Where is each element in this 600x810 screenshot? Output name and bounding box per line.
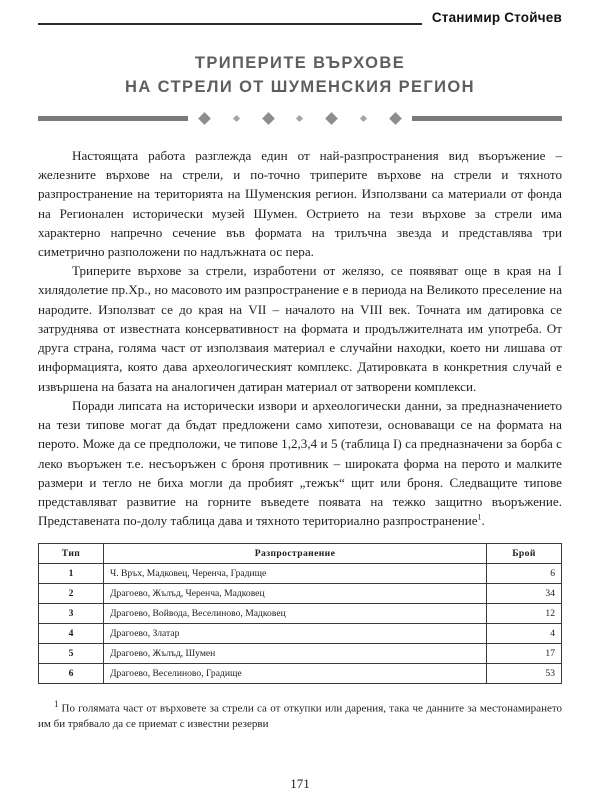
cell-count: 17 bbox=[487, 643, 562, 663]
cell-type: 1 bbox=[39, 563, 104, 583]
page-number: 171 bbox=[290, 776, 310, 791]
ornament-bar-right bbox=[412, 116, 562, 121]
cell-type: 3 bbox=[39, 603, 104, 623]
table-row bbox=[39, 603, 562, 623]
diamond-icon bbox=[325, 112, 338, 125]
table-row bbox=[39, 563, 562, 583]
footnote-block bbox=[38, 698, 562, 733]
cell-area: Драгоево, Жълъд, Шумен bbox=[104, 643, 487, 663]
cell-count: 53 bbox=[487, 663, 562, 683]
diamond-icon bbox=[296, 115, 303, 122]
page-title bbox=[38, 52, 562, 100]
cell-area: Драгоево, Жълъд, Черенча, Мадковец bbox=[104, 583, 487, 603]
ornament-divider bbox=[38, 110, 562, 128]
cell-type: 6 bbox=[39, 663, 104, 683]
table-row bbox=[39, 583, 562, 603]
table-row bbox=[39, 623, 562, 643]
header-author: Станимир Стойчев bbox=[422, 10, 562, 25]
table-header-type: Тип bbox=[39, 543, 104, 563]
diamond-icon bbox=[262, 112, 275, 125]
paragraph-3-end: . bbox=[481, 513, 485, 529]
ornament-middle bbox=[188, 110, 412, 128]
table-header-count: Брой bbox=[487, 543, 562, 563]
body-text bbox=[38, 146, 562, 531]
cell-count: 12 bbox=[487, 603, 562, 623]
footnote-paragraph bbox=[38, 698, 562, 733]
paragraph-2: Триперите върхове за стрели, изработени от желязо, се появяват още в края на I хилядолетие пр.Хр., но масовото им разпространение е в периода на Великото преселение на народите. Използват се до края на VII – началото на VIII век. Точната им датировка се затруднява от известната консервативност на формата и продължителната им употреба. От друга страна, голяма част от използваия материал е случайни находки, което ни лишава от информацията, която дава археологическият комплекс. Датировката в конкретния случай е извършена на базата на аналогичен датиран материал от затворени комплекси. bbox=[38, 263, 562, 394]
paragraph-3-text: Поради липсата на исторически извори и археологически данни, за предназначението на тези типове могат да бъдат предложени само хипотези, основаващи се на формата на перото. Може да се предположи, че типове 1,2,3,4 и 5 (таблица I) са предназначени за борба с леко въоръжен т.е. несъоръжен с броня противник – широката форма на перото и малките размери и тегло не биха могли да пробият „тежък“ щит или броня. Следващите типове представляват развитие на горните въведете появата на тежко защитно въоръжение. Представената по-долу таблица дава и тяхното териториално разпространение bbox=[38, 397, 562, 529]
distribution-table bbox=[38, 543, 562, 684]
title-line-2: НА СТРЕЛИ ОТ ШУМЕНСКИЯ РЕГИОН bbox=[125, 77, 475, 96]
distribution-table-wrapper bbox=[38, 543, 562, 684]
ornament-bar-left bbox=[38, 116, 188, 121]
footnote-mark: 1 bbox=[54, 698, 59, 709]
table-row bbox=[39, 643, 562, 663]
table-row bbox=[39, 663, 562, 683]
cell-count: 34 bbox=[487, 583, 562, 603]
cell-type: 5 bbox=[39, 643, 104, 663]
paragraph-3 bbox=[38, 396, 562, 531]
table-header-row bbox=[39, 543, 562, 563]
footnote-reference: 1 bbox=[477, 512, 482, 522]
diamond-icon bbox=[198, 112, 211, 125]
diamond-icon bbox=[233, 115, 240, 122]
cell-type: 4 bbox=[39, 623, 104, 643]
cell-area: Драгоево, Златар bbox=[104, 623, 487, 643]
diamond-icon bbox=[389, 112, 402, 125]
cell-area: Драгоево, Веселиново, Градище bbox=[104, 663, 487, 683]
document-page bbox=[0, 10, 600, 810]
cell-type: 2 bbox=[39, 583, 104, 603]
diamond-icon bbox=[360, 115, 367, 122]
cell-area: Драгоево, Войвода, Веселиново, Мадковец bbox=[104, 603, 487, 623]
table-header-area: Разпространение bbox=[104, 543, 487, 563]
cell-count: 4 bbox=[487, 623, 562, 643]
footnote-text: По голямата част от върховете за стрели са от откупки или дарения, така че данните за местонамирането им би трябвало да се приемат с известни резерви bbox=[38, 702, 562, 730]
title-line-1: ТРИПЕРИТЕ ВЪРХОВЕ bbox=[194, 54, 406, 72]
page-header bbox=[38, 10, 562, 36]
paragraph-1: Настоящата работа разглежда един от най-разпространения вид въоръжение – железните върхове на стрели, и по-точно триперите върхове на стрели и тяхното разпространение на територията на Шуменския регион. Използвани са материали от фонда на Регионален исторически музей Шумен. Острието на тези върхове за стрели има характерно напречно сечение във формата на трилъчна звезда и представлява три симетрично разположени по надлъжната ос пера. bbox=[38, 147, 562, 260]
cell-area: Ч. Връх, Мадковец, Черенча, Градище bbox=[104, 563, 487, 583]
cell-count: 6 bbox=[487, 563, 562, 583]
